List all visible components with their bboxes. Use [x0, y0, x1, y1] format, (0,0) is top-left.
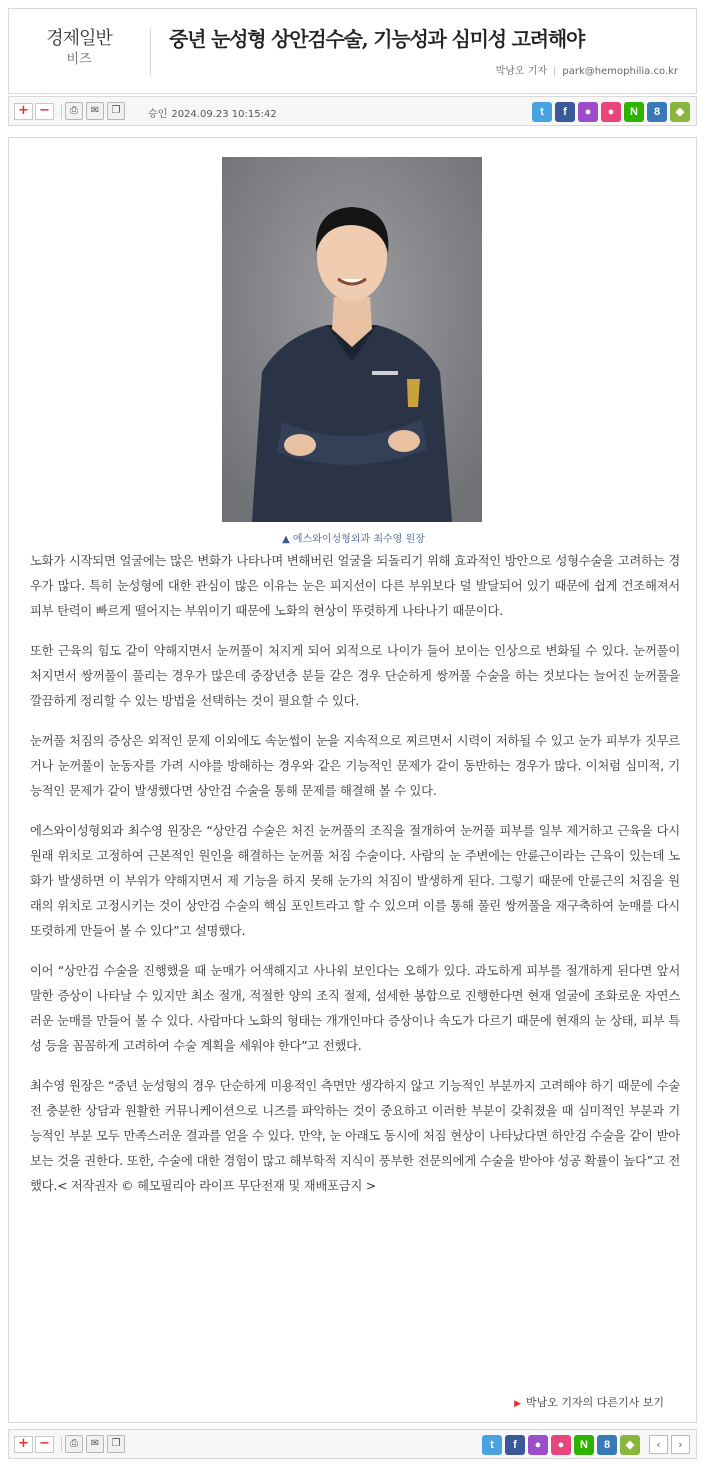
- doctor-photo: [222, 157, 482, 522]
- reporter-email[interactable]: park@hemophilia.co.kr: [562, 66, 678, 77]
- byline-separator: |: [553, 66, 557, 77]
- toolbar-divider: [61, 104, 62, 119]
- email-icon[interactable]: ✉: [86, 1435, 104, 1453]
- google-plus-share-icon[interactable]: 8: [647, 102, 667, 122]
- section-sub[interactable]: 비즈: [66, 52, 92, 67]
- article-paragraph: 이어 “상안검 수술을 진행했을 때 눈매가 어색해지고 사나워 보인다는 오해가 있다. 과도하게 피부를 절개하게 된다면 앞서 말한 증상이 나타날 수 있지만 최소 절개, 적절한 양의 조직 절제, 섬세한 봉합으로 진행한다면 현재 얼굴에 조화로운 자연스러운 눈매를 만들어 볼 수 있다. 사람마다 노화의 형태는 개개인마다 증상이나 속도가 다르기 때문에 현재의 눈 상태, 피부 특성 등을 꼼꼼하게 고려하여 수술 계획을 세워야 한다”고 전했다.: [30, 964, 680, 1053]
- kakaotalk-share-icon[interactable]: ●: [578, 102, 598, 122]
- article-paragraph: 에스와이성형외과 최수영 원장은 “상안검 수술은 처진 눈꺼풀의 조직을 절개하여 눈꺼풀 피부를 일부 제거하고 근육을 다시 원래 위치로 고정하여 근본적인 원인을 해결하는 눈꺼풀 처짐 수술이다. 사람의 눈 주변에는 안륜근이라는 근육이 있는데 노화가 발생하면 이 부위가 약해지면서 제 기능을 하지 못해 눈가의 처짐이 발생하게 된다. 그렇기 때문에 안륜근의 처짐을 원래의 위치로 고정시키는 것이 상안검 수술의 핵심 포인트라고 할 수 있으며 이를 통해 풀린 쌍꺼풀을 재구축하여 눈매를 다시 또렷하게 만들어 볼 수 있다”고 설명했다.: [30, 824, 680, 938]
- date-label: 승인: [148, 109, 168, 120]
- google-plus-share-icon[interactable]: 8: [597, 1435, 617, 1455]
- article-paragraph: 노화가 시작되면 얼굴에는 많은 변화가 나타나며 변해버린 얼굴을 되돌리기 위해 효과적인 방안으로 성형수술을 고려하는 경우가 많다. 특히 눈성형에 대한 관심이 많은 이유는 눈은 피지선이 다른 부위보다 덜 발달되어 있기 때문에 쉽게 건조해져서 피부 탄력이 빠르게 떨어지는 부위이기 때문에 노화의 현상이 뚜렷하게 나타나기 때문이다.: [30, 554, 680, 618]
- article-toolbar-bottom: [8, 1429, 697, 1459]
- caption-triangle-icon: ▲: [282, 534, 290, 545]
- more-articles-link[interactable]: [514, 1394, 664, 1410]
- facebook-share-icon[interactable]: f: [555, 102, 575, 122]
- naver-share-icon[interactable]: N: [624, 102, 644, 122]
- article-paragraph: 또한 근육의 힘도 같이 약해지면서 눈꺼풀이 처지게 되어 외적으로 나이가 들어 보이는 인상으로 변화될 수 있다. 눈꺼풀이 처지면서 쌍꺼풀이 풀리는 경우가 많은데 중장년층 분들 같은 경우 단순하게 쌍꺼풀 수술을 하는 것보다는 늘어진 눈꺼풀을 깔끔하게 정리할 수 있는 방법을 선택하는 것이 필요할 수 있다.: [30, 644, 680, 708]
- print-icon[interactable]: ⎙: [65, 1435, 83, 1453]
- bookmark-share-icon[interactable]: ◆: [670, 102, 690, 122]
- kakaotalk-share-icon[interactable]: ●: [528, 1435, 548, 1455]
- header-divider: [150, 29, 151, 75]
- next-article-button[interactable]: ›: [671, 1435, 690, 1454]
- font-increase-button[interactable]: +: [14, 1436, 33, 1453]
- kakaostory-share-icon[interactable]: ●: [601, 102, 621, 122]
- copy-icon[interactable]: ❐: [107, 1435, 125, 1453]
- kakaostory-share-icon[interactable]: ●: [551, 1435, 571, 1455]
- twitter-share-icon[interactable]: t: [532, 102, 552, 122]
- byline: [496, 62, 678, 77]
- doctor-photo-illustration: [222, 157, 482, 522]
- article-paragraph: 눈꺼풀 처짐의 증상은 외적인 문제 이외에도 속눈썹이 눈을 지속적으로 찌르면서 시력이 저하될 수 있고 눈가 피부가 짓무르거나 눈꺼풀이 눈동자를 가려 시야를 방해하는 경우와 같은 기능적인 문제가 같이 동반하는 경우가 많다. 이처럼 심미적, 기능적인 문제가 같이 발생했다면 상안검 수술을 통해 문제를 해결해 볼 수 있다.: [30, 734, 680, 798]
- prev-article-button[interactable]: ‹: [649, 1435, 668, 1454]
- article-toolbar-top: [8, 96, 697, 126]
- bookmark-share-icon[interactable]: ◆: [620, 1435, 640, 1455]
- reporter-name: 박남오 기자: [495, 66, 548, 77]
- naver-share-icon[interactable]: N: [574, 1435, 594, 1455]
- photo-caption: [9, 530, 698, 545]
- more-articles-label[interactable]: 박남오 기자의 다른기사 보기: [525, 1396, 664, 1409]
- facebook-share-icon[interactable]: f: [505, 1435, 525, 1455]
- copy-icon[interactable]: ❐: [107, 102, 125, 120]
- date-value: 2024.09.23 10:15:42: [171, 109, 277, 120]
- share-buttons: [532, 102, 690, 122]
- article-header: [8, 8, 697, 94]
- arrow-right-icon: ▶: [514, 1399, 521, 1409]
- section-main[interactable]: 경제일반: [46, 28, 112, 49]
- caption-text: 에스와이성형외과 최수영 원장: [292, 534, 425, 545]
- toolbar-divider: [61, 1437, 62, 1452]
- font-increase-button[interactable]: +: [14, 103, 33, 120]
- font-decrease-button[interactable]: −: [35, 1436, 54, 1453]
- article-paragraph: 최수영 원장은 “중년 눈성형의 경우 단순하게 미용적인 측면만 생각하지 않고 기능적인 부분까지 고려해야 하기 때문에 수술 전 충분한 상담과 원활한 커뮤니케이션으로 니즈를 파악하는 것이 중요하고 이러한 부분이 갖춰졌을 때 심미적인 부분과 기능적인 부분 모두 만족스러운 결과를 얻을 수 있다. 만약, 눈 아래도 동시에 처짐 현상이 나타났다면 하안검 수술을 같이 받아보는 것을 권한다. 또한, 수술에 대한 경험이 많고 해부학적 지식이 풍부한 전문의에게 수술을 받아야 성공 확률이 높다”고 전했다.< 저작권자 © 헤모필리아 라이프 무단전재 및 재배포금지 >: [30, 1079, 680, 1193]
- share-buttons: [482, 1435, 640, 1455]
- article-text: [30, 549, 680, 1214]
- font-decrease-button[interactable]: −: [35, 103, 54, 120]
- approval-date: [148, 105, 277, 120]
- article-title: 중년 눈성형 상안검수술, 기능성과 심미성 고려해야: [169, 27, 585, 51]
- print-icon[interactable]: ⎙: [65, 102, 83, 120]
- article-body: [8, 137, 697, 1423]
- section-label: [9, 27, 149, 69]
- twitter-share-icon[interactable]: t: [482, 1435, 502, 1455]
- email-icon[interactable]: ✉: [86, 102, 104, 120]
